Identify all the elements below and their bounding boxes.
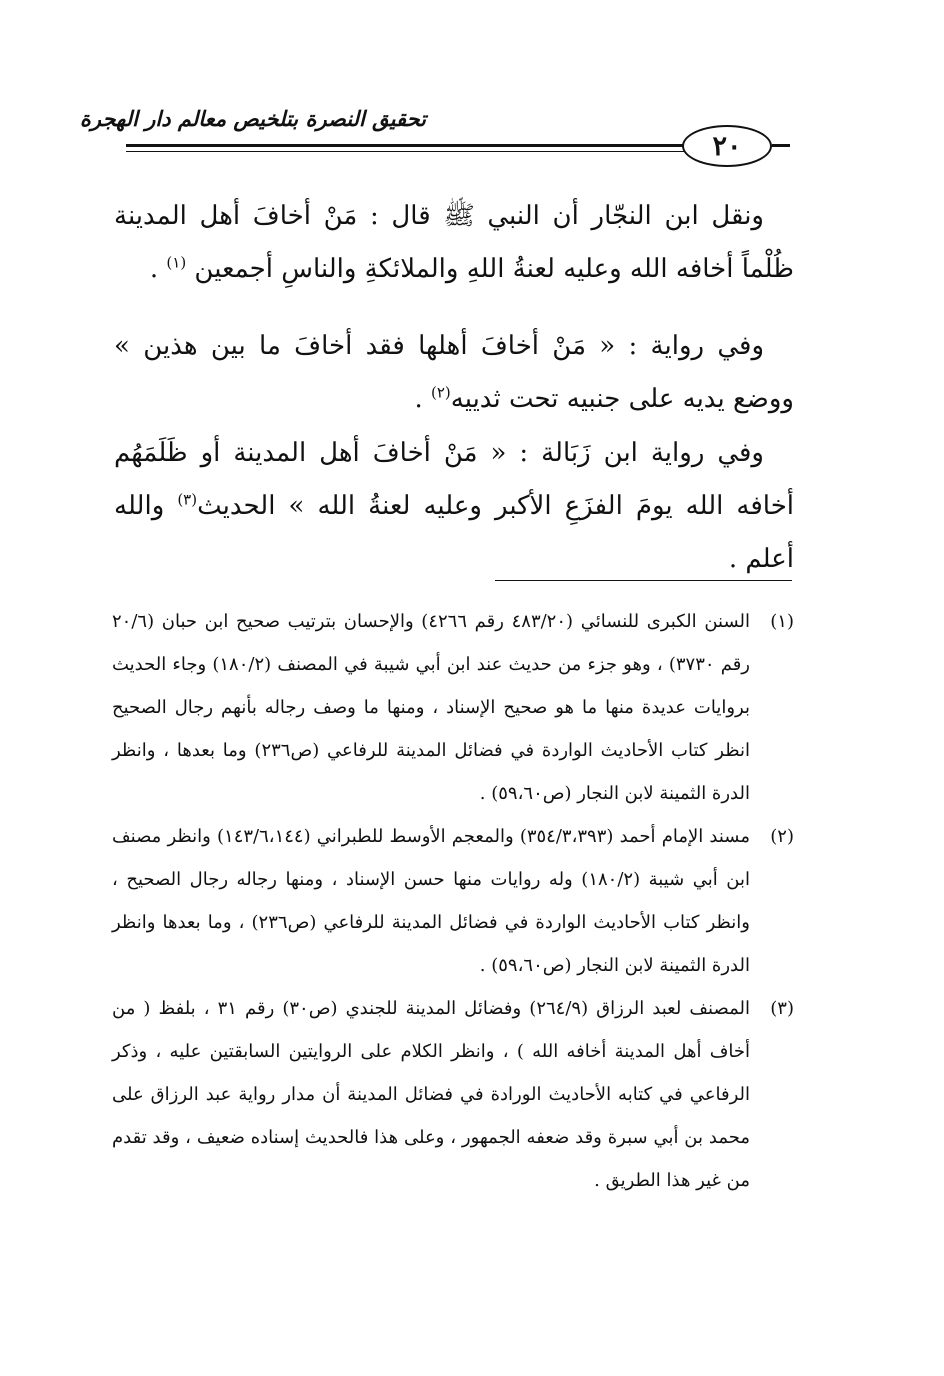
footnote-2 xyxy=(112,815,794,987)
footnote-text: المصنف لعبد الرزاق (٢٦٤/٩) وفضائل المدينة للجندي (ص٣٠) رقم ٣١ ، بلفظ ( من أخاف أهل المدينة أخافه الله ) ، وانظر الكلام على الروايتين السابقتين عليه ، وذكر الرفاعي في كتابه الأحاديث الورادة في فضائل المدينة أن مدار رواية عبد الرزاق على محمد بن أبي سبرة وقد ضعفه الجمهور ، وعلى هذا فالحديث إسناده ضعيف ، وقد تقدم من غير هذا الطريق . xyxy=(112,998,750,1191)
footnote-3 xyxy=(112,987,794,1202)
footnote-number: (٢) xyxy=(770,826,794,847)
footnote-text: السنن الكبرى للنسائي (٤٨٣/٢٠ رقم ٤٢٦٦) والإحسان بترتيب صحيح ابن حبان (٢٠/٦ رقم ٣٧٣٠) ، وهو جزء من حديث عند ابن أبي شيبة في المصنف (١٨٠/٢) وجاء الحديث بروايات عديدة منها ما هو صحيح الإسناد ، ومنها ما وصف رجاله بأنهم رجال الصحيح انظر كتاب الأحاديث الواردة في فضائل المدينة للرفاعي (ص٢٣٦) وما بعدها ، وانظر الدرة الثمينة لابن النجار (ص٥٩،٦٠) . xyxy=(112,611,750,804)
footnote-number: (١) xyxy=(770,611,794,632)
footnote-number: (٣) xyxy=(770,998,794,1019)
paragraph-1-text: ونقل ابن النجّار أن النبي ﷺ قال : مَنْ أخافَ أهل المدينة ظُلْماً أخافه الله وعليه لعنةُ اللهِ والملائكةِ والناسِ أجمعين xyxy=(114,201,794,284)
footnotes xyxy=(112,600,794,1202)
paragraph-3-text: وفي رواية ابن زَبَالة : « مَنْ أخافَ أهل المدينة أو ظَلَمَهُم أخافه الله يومَ الفزَعِ الأكبر وعليه لعنةُ الله » الحديث xyxy=(114,438,795,521)
paragraph-2-end: . xyxy=(414,384,431,414)
footnote-ref-1[interactable]: (١) xyxy=(166,253,187,272)
header-rule-thin xyxy=(126,151,684,152)
running-title: تحقيق النصرة بتلخيص معالم دار الهجرة xyxy=(79,106,426,131)
footnote-ref-3[interactable]: (٣) xyxy=(177,490,198,509)
header-rule-thick xyxy=(126,144,684,147)
header-rule-tail xyxy=(772,144,790,147)
page-number: ٢٠ xyxy=(712,130,742,162)
paragraph-2 xyxy=(114,320,794,426)
paragraph-3-end: والله أعلم . xyxy=(114,491,794,574)
page-number-oval xyxy=(682,125,772,167)
footnote-text: مسند الإمام أحمد (٣٥٤/٣،٣٩٣) والمعجم الأوسط للطبراني (١٤٣/٦،١٤٤) وانظر مصنف ابن أبي شيبة (١٨٠/٢) وله روايات منها حسن الإسناد ، ومنها رجاله رجال الصحيح ، وانظر كتاب الأحاديث الواردة في فضائل المدينة للرفاعي (ص٢٣٦) ، وما بعدها وانظر الدرة الثمينة لابن النجار (ص٥٩،٦٠) . xyxy=(112,826,751,976)
paragraph-1 xyxy=(114,190,794,296)
paragraph-3 xyxy=(114,427,794,586)
footnote-1 xyxy=(112,600,794,815)
footnote-ref-2[interactable]: (٢) xyxy=(431,383,451,402)
footnote-separator xyxy=(495,580,792,581)
paragraph-2-text: وفي رواية : « مَنْ أخافَ أهلها فقد أخافَ ما بين هذين » ووضع يديه على جنبيه تحت ثدييه xyxy=(114,331,794,414)
paragraph-1-end: . xyxy=(149,254,167,284)
page-header xyxy=(0,0,944,165)
